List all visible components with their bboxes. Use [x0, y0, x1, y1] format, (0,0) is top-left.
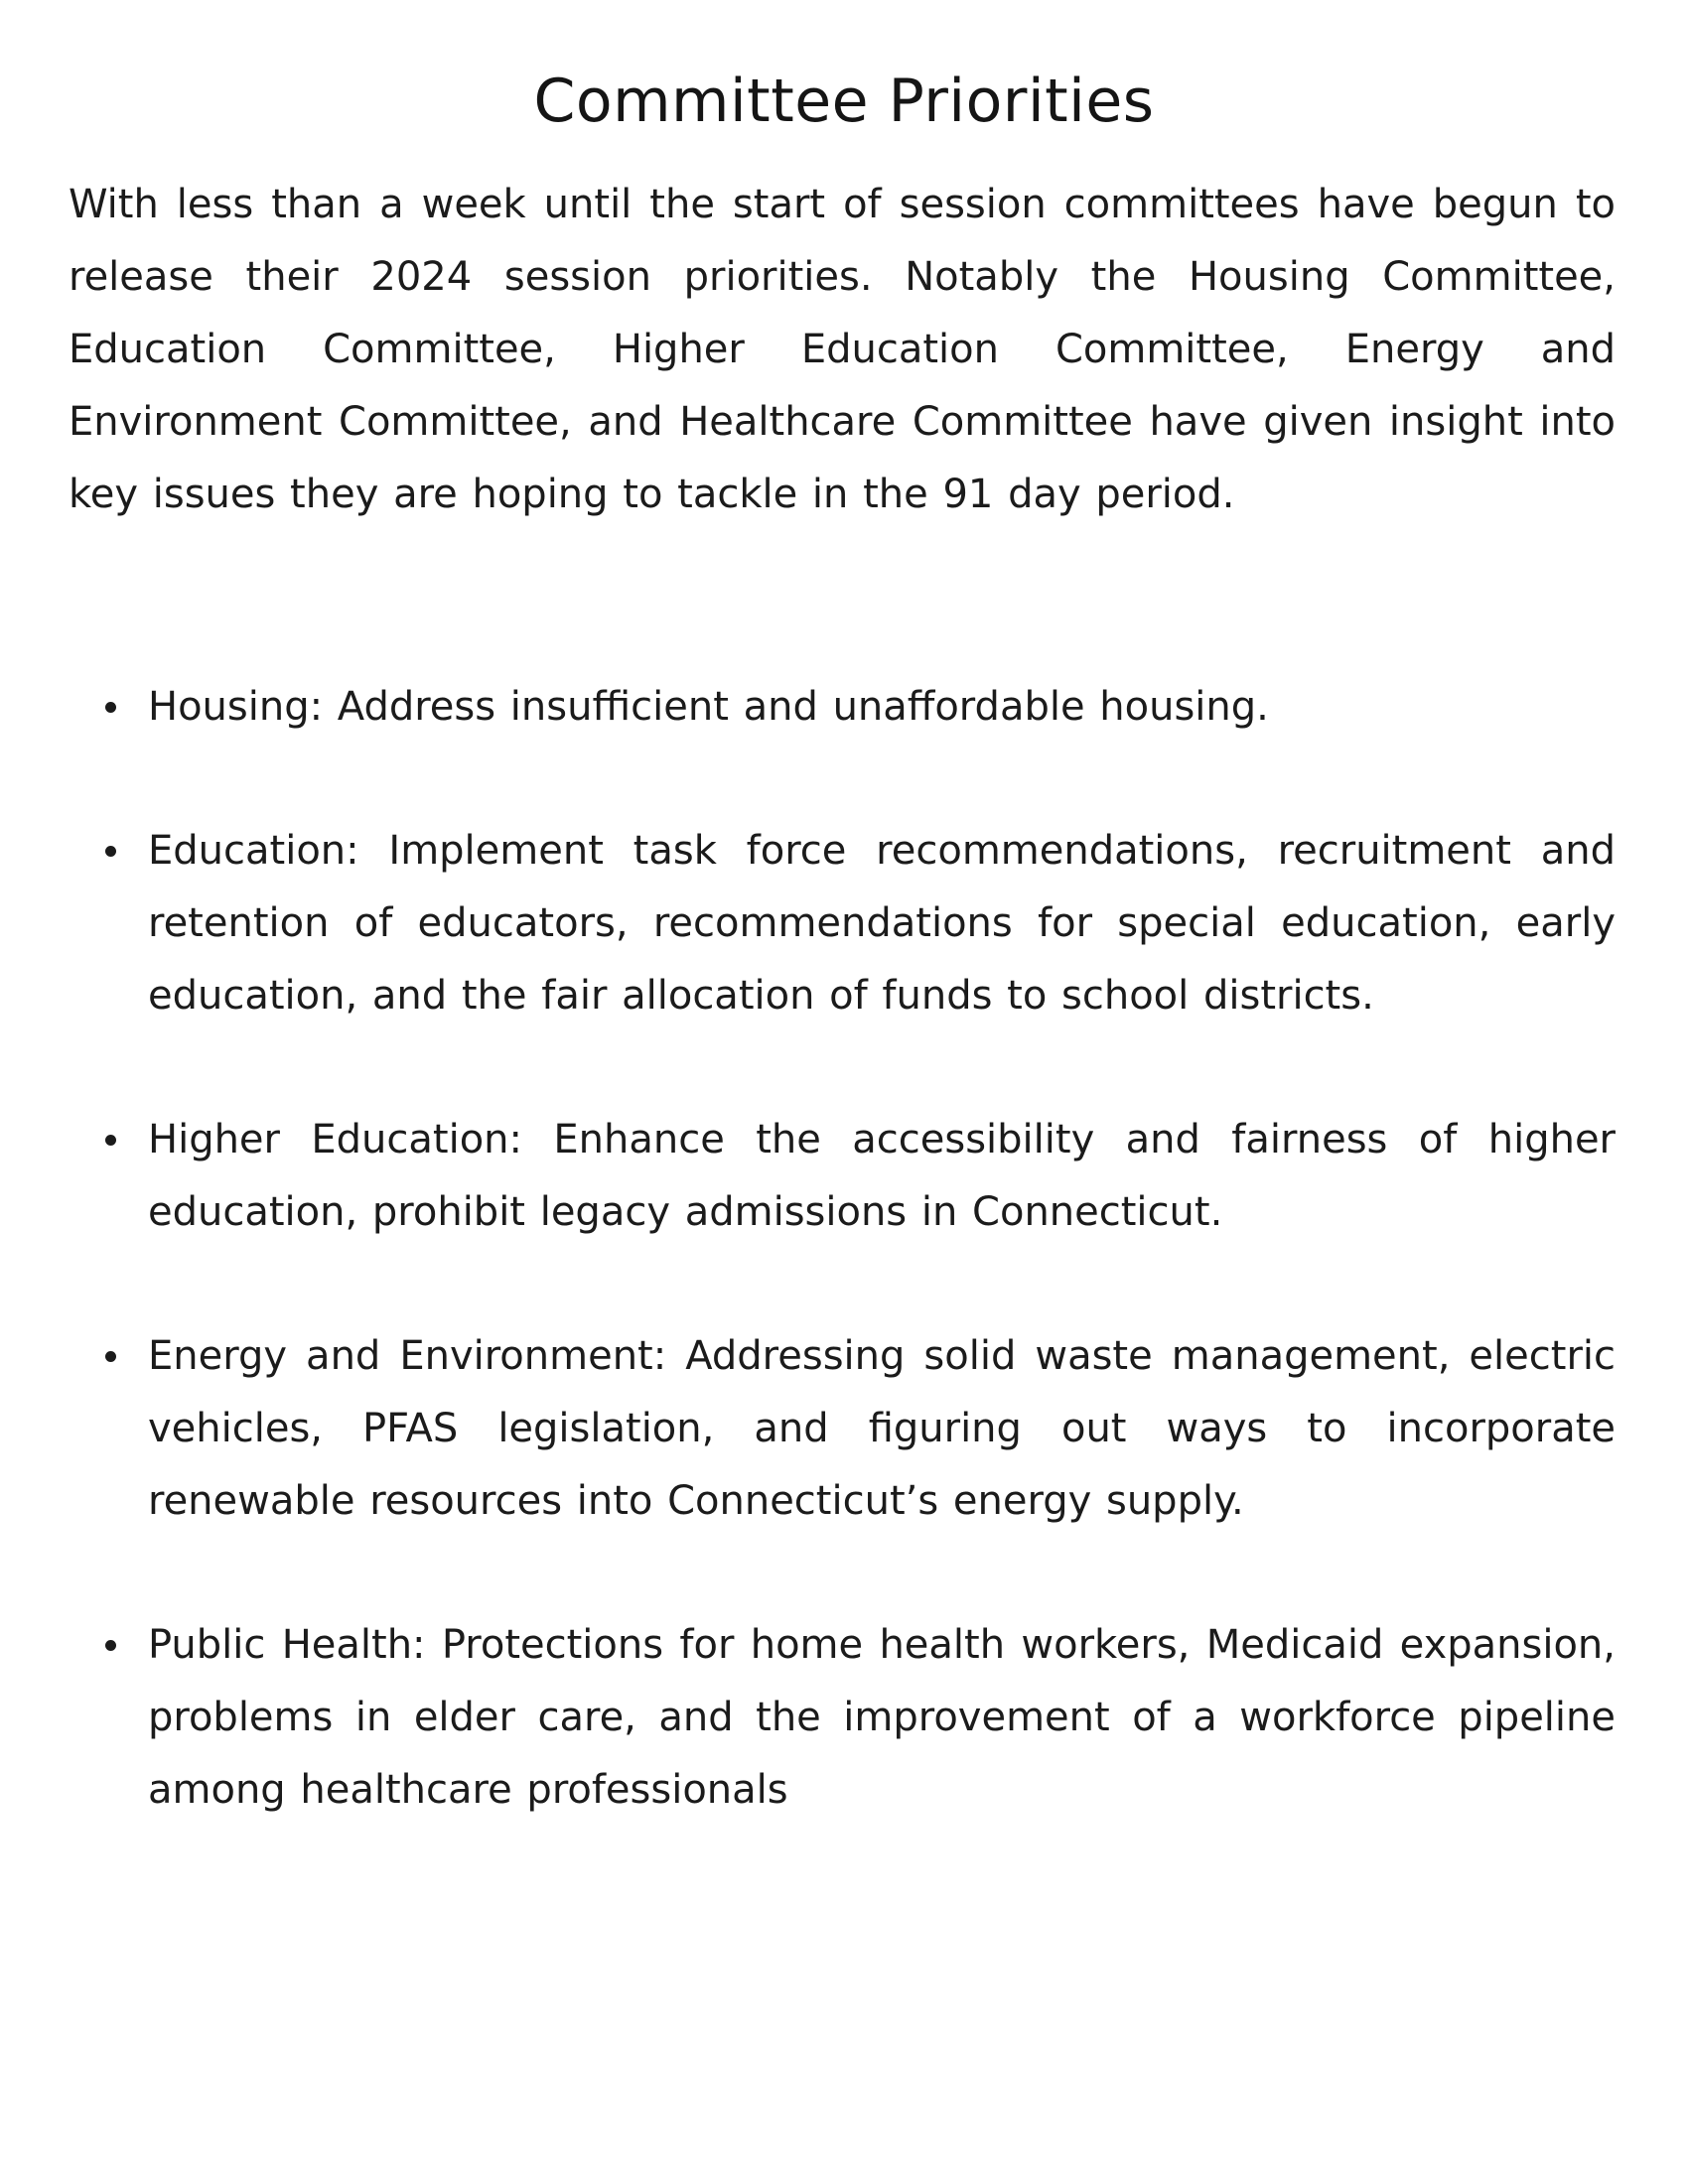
bullet-icon [105, 1351, 116, 1362]
priority-item-energy-environment [148, 1320, 1616, 1538]
priority-text: Housing: Address insufficient and unaffordable housing. [148, 684, 1269, 730]
priority-text: Energy and Environment: Addressing solid waste management, electric vehicles, PFAS legislation, and figuring out ways to incorporate renewable resources into Connecticut’s energy supply. [148, 1333, 1616, 1524]
bullet-icon [105, 702, 116, 713]
bullet-icon [105, 1135, 116, 1146]
priority-item-higher-education [148, 1104, 1616, 1249]
intro-paragraph: With less than a week until the start of session committees have begun to release their 2024 session priorities. Notably the Housing Committee, Education Committee, Higher Education Committee, Energy and Environment Committee, and Healthcare Committee have given insight into key issues they are hoping to tackle in the 91 day period. [69, 182, 1616, 517]
priority-text: Education: Implement task force recommendations, recruitment and retention of educators, recommendations for special education, early education, and the fair allocation of funds to school districts. [148, 828, 1616, 1019]
priorities-list [148, 671, 1616, 1898]
bullet-icon [105, 1640, 116, 1651]
page-title: Committee Priorities [533, 67, 1155, 136]
priority-item-education [148, 815, 1616, 1032]
priority-item-housing [148, 671, 1616, 744]
bullet-icon [105, 846, 116, 857]
priority-text: Public Health: Protections for home health workers, Medicaid expansion, problems in elder care, and the improvement of a workforce pipeline among healthcare professionals [148, 1622, 1616, 1813]
priority-item-public-health [148, 1609, 1616, 1827]
priority-text: Higher Education: Enhance the accessibility and fairness of higher education, prohibit legacy admissions in Connecticut. [148, 1117, 1616, 1235]
